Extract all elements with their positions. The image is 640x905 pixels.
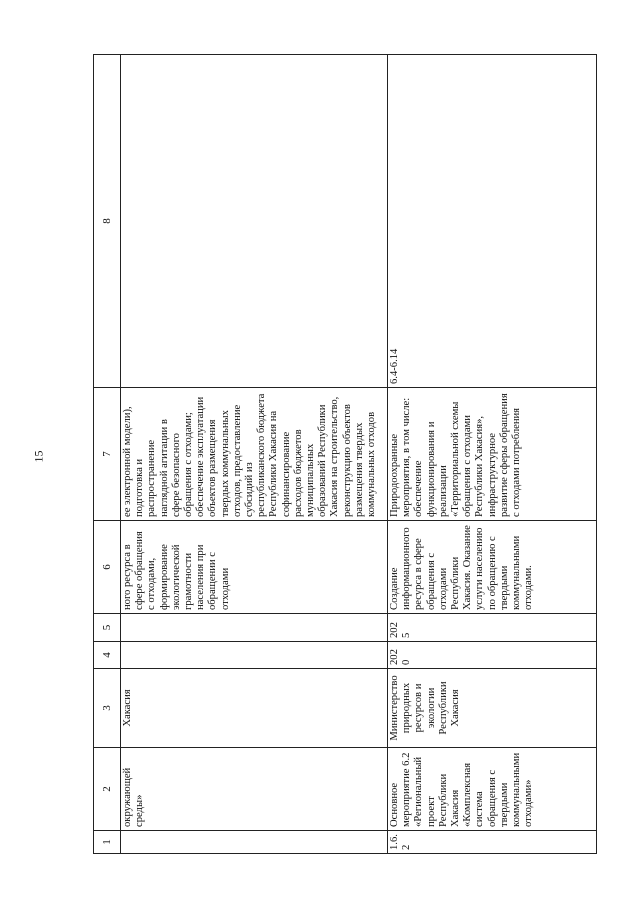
- page-number: 15: [31, 450, 46, 463]
- cell-measure: окружающей среды»: [121, 748, 388, 831]
- table-row: [121, 55, 388, 854]
- cell-directions: [121, 388, 388, 521]
- header-row: [94, 55, 121, 854]
- header-cell: 2: [94, 748, 121, 831]
- cell-result: ного ресурса в сфере обращения с отходами, формирование экологической грамотности населения при обращении с отходами: [121, 521, 388, 614]
- header-cell: 3: [94, 669, 121, 748]
- cell-end-year: 2025: [388, 614, 597, 642]
- header-cell: 1: [94, 831, 121, 854]
- cell-start-year: [121, 642, 388, 669]
- rotated-table-container: [93, 55, 603, 854]
- cell-end-year: [121, 614, 388, 642]
- cell-directions-text: ее электронной модели), подготовка и распространение наглядной агитации в сфере безопасного обращения с отходами; обеспечение эксплуатации объектов размещения твердых коммунальных отходов, предоставление субсидий из республиканского бюджета Республики Хакасия на софинансирование расходов бюджетов муниципальных образований Республики Хакасия на строительство, реконструкцию объектов размещения твердых коммунальных отходов: [122, 393, 378, 517]
- header-cell: 4: [94, 642, 121, 669]
- cell-executor: Министерство природных ресурсов и экологии Республики Хакасия: [388, 669, 597, 748]
- header-cell: 6: [94, 521, 121, 614]
- cell-directions: Природоохранные мероприятия, в том числе: обеспечение функционирования и реализации «Территориальной схемы обращения с отходами Республики Хакасия», инфраструктурное развитие сферы обращения с отходами потребления: [388, 388, 597, 521]
- cell-indicators: 6.4-6.14: [388, 55, 597, 388]
- header-cell: 8: [94, 55, 121, 388]
- cell-result: Создание информационного ресурса в сфере обращения с отходами Республики Хакасия. Оказание услуги населению по обращению с твердыми коммунальными отходами.: [388, 521, 597, 614]
- cell-executor: Хакасия: [121, 669, 388, 748]
- table-row: [388, 55, 597, 854]
- cell-number: [121, 831, 388, 854]
- cell-number: 1.6.2: [388, 831, 597, 854]
- cell-start-year: 2020: [388, 642, 597, 669]
- measures-table: [93, 54, 597, 854]
- cell-indicators: [121, 55, 388, 388]
- header-cell: 5: [94, 614, 121, 642]
- cell-measure: Основное мероприятие 6.2 «Региональный проект Республики Хакасия «Комплексная система обращения с твердыми коммунальными отходами»: [388, 748, 597, 831]
- header-cell: 7: [94, 388, 121, 521]
